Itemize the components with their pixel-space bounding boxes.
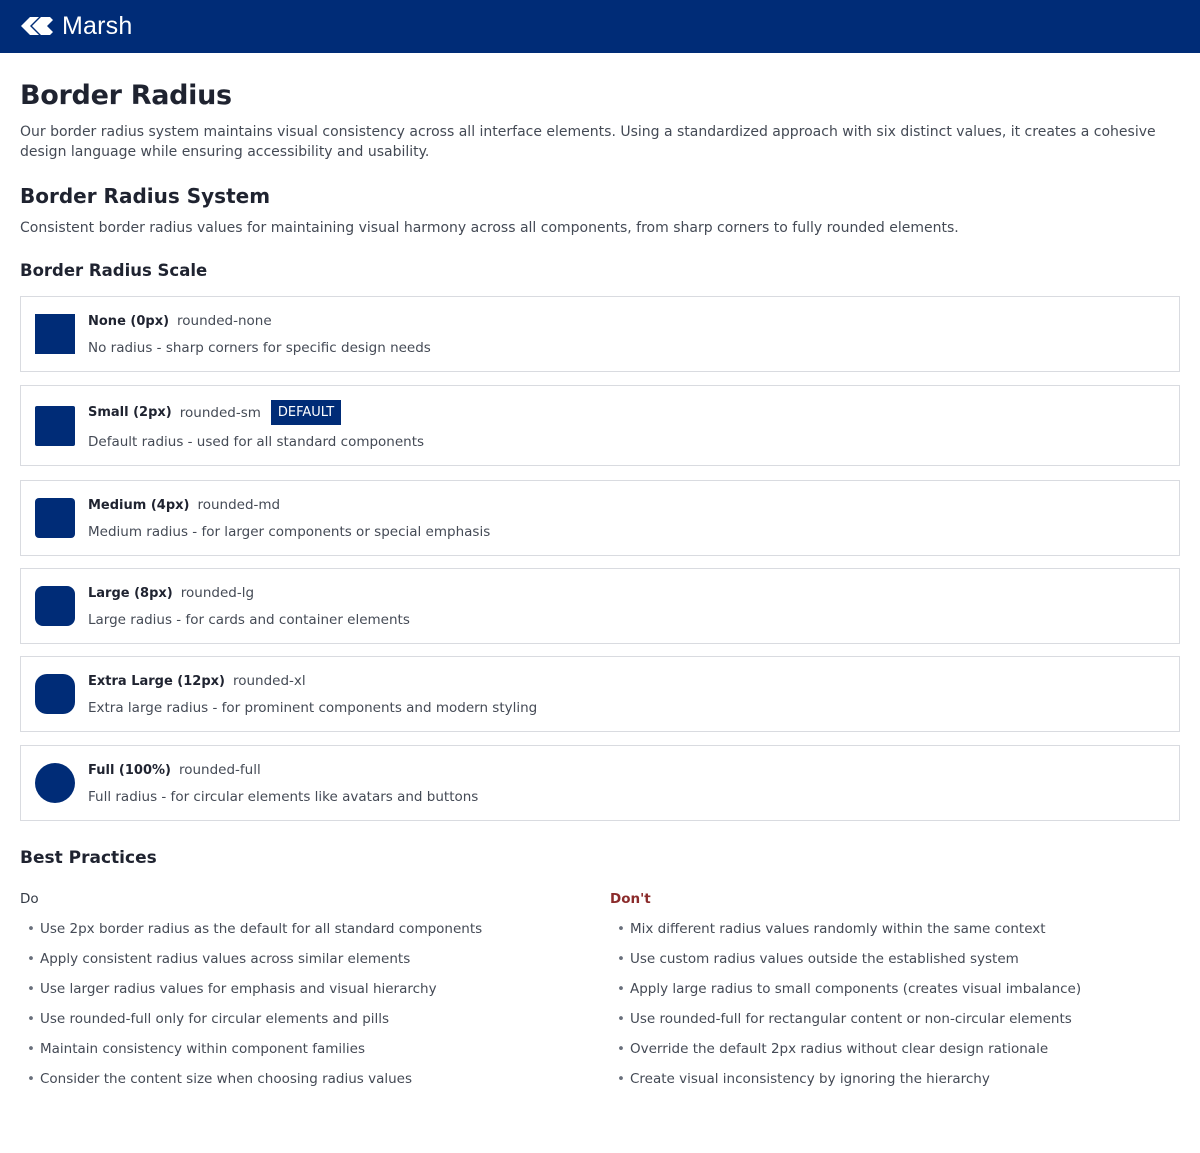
marsh-logo-icon [20, 15, 54, 37]
bullet-icon: • [27, 921, 35, 937]
top-header [0, 0, 1200, 53]
radius-card-large [20, 568, 1180, 644]
section-title-system: Border Radius System [20, 184, 271, 208]
dont-heading: Don't [610, 891, 651, 907]
radius-name: Full (100%) [88, 762, 171, 778]
radius-card-none [20, 296, 1180, 372]
bullet-icon: • [27, 981, 35, 997]
radius-name: Small (2px) [88, 405, 172, 420]
page-title: Border Radius [20, 80, 232, 111]
radius-card-full [20, 745, 1180, 821]
radius-swatch-full [35, 763, 75, 803]
radius-name: Large (8px) [88, 585, 173, 601]
radius-description: Default radius - used for all standard components [88, 434, 425, 450]
radius-token: rounded-md [197, 497, 281, 513]
radius-token: rounded-xl [232, 673, 306, 689]
bullet-icon: • [617, 981, 625, 997]
radius-token: rounded-none [177, 313, 272, 329]
do-column [20, 891, 580, 1100]
list-item: • Override the default 2px radius without clear design rationale [617, 1041, 1049, 1057]
page-intro: Our border radius system maintains visual consistency across all interface elements. Using a standardized approach with six distinct values, it creates a cohesive design language while ensuring accessibility and usability. [20, 124, 1156, 160]
bullet-icon: • [617, 921, 625, 937]
radius-card-extra-large [20, 656, 1180, 732]
brand-name: Marsh [62, 11, 133, 40]
list-item: • Consider the content size when choosing radius values [27, 1071, 413, 1087]
radius-name: None (0px) [88, 313, 170, 329]
radius-description: Extra large radius - for prominent components and modern styling [88, 700, 538, 716]
scale-title: Border Radius Scale [20, 261, 208, 280]
radius-swatch-large [35, 586, 75, 626]
radius-description: Large radius - for cards and container elements [88, 612, 410, 628]
dont-list [610, 920, 1170, 1100]
radius-token: rounded-full [178, 762, 261, 778]
bullet-icon: • [617, 1041, 625, 1057]
section-description-system: Consistent border radius values for maintaining visual harmony across all components, from sharp corners to fully rounded elements. [20, 220, 959, 236]
list-item: • Use custom radius values outside the established system [617, 951, 1019, 967]
dont-column [610, 891, 1170, 1100]
brand-logo[interactable] [20, 13, 132, 39]
best-practices-title: Best Practices [20, 848, 157, 868]
list-item: • Use rounded-full only for circular elements and pills [27, 1011, 390, 1027]
radius-name: Extra Large (12px) [88, 673, 225, 689]
list-item: • Create visual inconsistency by ignoring the hierarchy [617, 1071, 990, 1087]
bullet-icon: • [27, 1011, 35, 1027]
bullet-icon: • [27, 1071, 35, 1087]
list-item: • Use larger radius values for emphasis and visual hierarchy [27, 981, 437, 997]
bullet-icon: • [617, 1071, 625, 1087]
do-list [20, 920, 580, 1100]
bullet-icon: • [617, 951, 625, 967]
radius-card-small [20, 385, 1180, 466]
do-heading: Do [20, 891, 39, 907]
radius-swatch-small [35, 406, 75, 446]
list-item: • Apply large radius to small components (creates visual imbalance) [617, 981, 1082, 997]
bullet-icon: • [27, 951, 35, 967]
list-item: • Mix different radius values randomly within the same context [617, 921, 1046, 937]
radius-token: rounded-sm [179, 404, 261, 421]
radius-token: rounded-lg [180, 585, 255, 601]
bullet-icon: • [27, 1041, 35, 1057]
radius-description: Full radius - for circular elements like avatars and buttons [88, 789, 479, 805]
bullet-icon: • [617, 1011, 625, 1027]
radius-swatch-extra-large [35, 674, 75, 714]
radius-swatch-none [35, 314, 75, 354]
radius-name: Medium (4px) [88, 497, 190, 513]
radius-card-medium [20, 480, 1180, 556]
radius-description: Medium radius - for larger components or special emphasis [88, 524, 491, 540]
radius-swatch-medium [35, 498, 75, 538]
list-item: • Apply consistent radius values across similar elements [27, 951, 411, 967]
list-item: • Use rounded-full for rectangular content or non-circular elements [617, 1011, 1072, 1027]
list-item: • Maintain consistency within component families [27, 1041, 365, 1057]
default-badge: DEFAULT [271, 400, 341, 425]
radius-description: No radius - sharp corners for specific design needs [88, 340, 431, 356]
list-item: • Use 2px border radius as the default for all standard components [27, 921, 483, 937]
